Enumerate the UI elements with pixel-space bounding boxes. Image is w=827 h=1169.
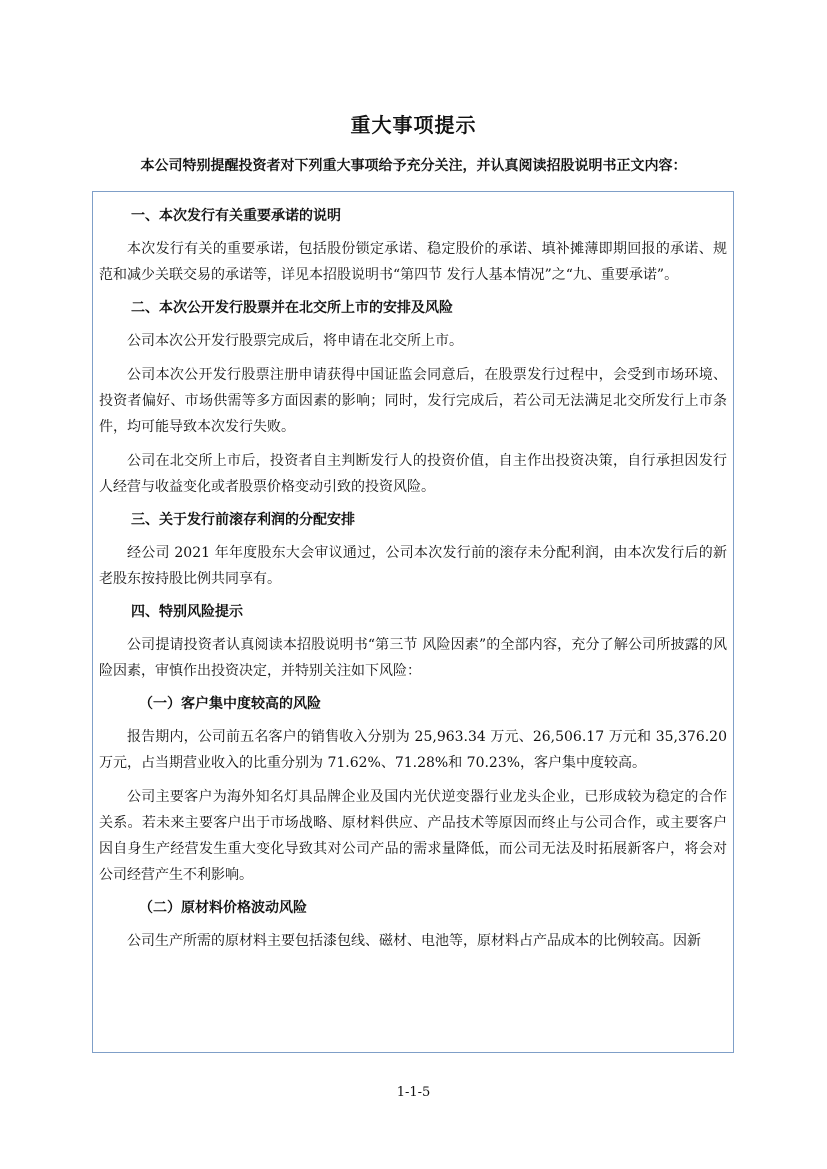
section-2-paragraph-3: 公司在北交所上市后，投资者自主判断发行人的投资价值，自主作出投资决策，自行承担因发行人经营与收益变化或者股票价格变动引致的投资风险。 bbox=[99, 453, 727, 495]
subsection-1-paragraph-2: 公司主要客户为海外知名灯具品牌企业及国内光伏逆变器行业龙头企业，已形成较为稳定的合作关系。若未来主要客户出于市场战略、原材料供应、产品技术等原因而终止与公司合作，或主要客户因自身生产经营发生重大变化导致其对公司产品的需求量降低，而公司无法及时拓展新客户，将会对公司经营产生不利影响。 bbox=[99, 789, 727, 883]
section-heading-2: 二、本次公开发行股票并在北交所上市的安排及风险 bbox=[131, 300, 453, 316]
subsection-heading-1: （一）客户集中度较高的风险 bbox=[139, 696, 321, 712]
section-1-paragraph-1: 本次发行有关的重要承诺，包括股份锁定承诺、稳定股价的承诺、填补摊薄即期回报的承诺、规范和减少关联交易的承诺等，详见本招股说明书“第四节 发行人基本情况”之“九、重要承诺”。 bbox=[99, 241, 727, 283]
page-title: 重大事项提示 bbox=[350, 113, 477, 137]
section-heading-3: 三、关于发行前滚存利润的分配安排 bbox=[131, 512, 355, 528]
section-2-paragraph-2: 公司本次公开发行股票注册申请获得中国证监会同意后，在股票发行过程中，会受到市场环境、投资者偏好、市场供需等多方面因素的影响；同时，发行完成后，若公司无法满足北交所发行上市条件，均可能导致本次发行失败。 bbox=[99, 367, 727, 435]
section-heading-4: 四、特别风险提示 bbox=[131, 604, 243, 620]
section-3-paragraph-1: 经公司 2021 年年度股东大会审议通过，公司本次发行前的滚存未分配利润，由本次发行后的新老股东按持股比例共同享有。 bbox=[99, 545, 727, 587]
subsection-heading-2: （二）原材料价格波动风险 bbox=[139, 900, 307, 916]
page-subtitle: 本公司特别提醒投资者对下列重大事项给予充分关注，并认真阅读招股说明书正文内容： bbox=[140, 158, 687, 174]
subsection-1-paragraph-1: 报告期内，公司前五名客户的销售收入分别为 25,963.34 万元、26,506.17 万元和 35,376.20 万元，占当期营业收入的比重分别为 71.62%、71.28%和 70.23%，客户集中度较高。 bbox=[99, 729, 727, 771]
notice-box bbox=[92, 191, 734, 1053]
section-2-paragraph-1: 公司本次公开发行股票完成后，将申请在北交所上市。 bbox=[127, 333, 463, 349]
subsection-2-paragraph-1: 公司生产所需的原材料主要包括漆包线、磁材、电池等，原材料占产品成本的比例较高。因新 bbox=[127, 933, 701, 949]
page-number: 1-1-5 bbox=[396, 1085, 431, 1100]
section-heading-1: 一、本次发行有关重要承诺的说明 bbox=[131, 208, 341, 224]
section-4-paragraph-1: 公司提请投资者认真阅读本招股说明书“第三节 风险因素”的全部内容，充分了解公司所披露的风险因素，审慎作出投资决定，并特别关注如下风险： bbox=[99, 637, 727, 679]
